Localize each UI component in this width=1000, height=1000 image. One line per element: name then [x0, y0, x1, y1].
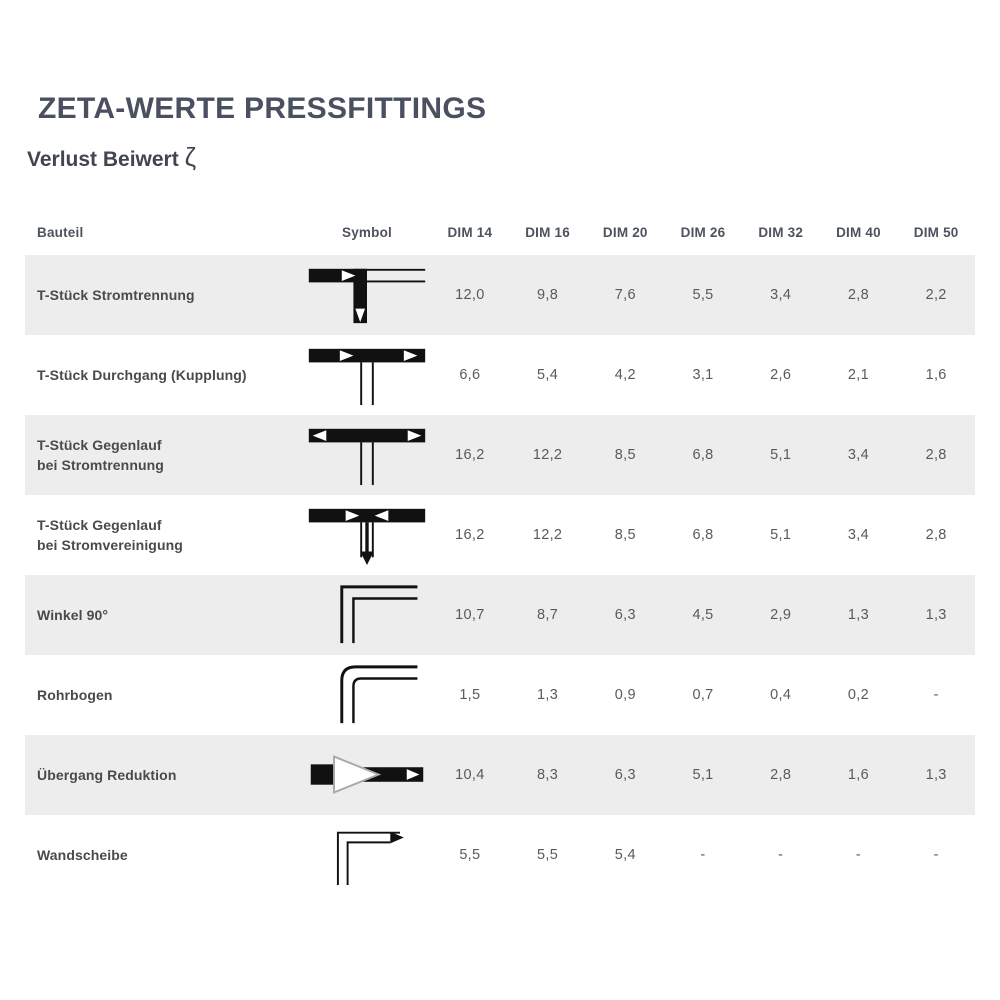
zeta-value: 2,8: [925, 527, 947, 543]
tee-counterflow-split-icon: [303, 423, 431, 487]
table-row: [25, 655, 975, 735]
component-name-line: Wandscheibe: [37, 846, 128, 863]
zeta-value: 3,1: [692, 367, 714, 383]
component-name-line: T-Stück Gegenlauf: [37, 516, 162, 533]
zeta-value: 0,2: [847, 687, 869, 703]
zeta-value: 1,5: [459, 687, 481, 703]
zeta-value: 2,1: [847, 367, 869, 383]
zeta-value: -: [700, 847, 706, 863]
zeta-value: 4,5: [692, 607, 714, 623]
component-name: [25, 605, 303, 625]
zeta-value: 5,4: [537, 367, 559, 383]
zeta-value: 5,5: [537, 847, 559, 863]
table-row: [25, 335, 975, 415]
zeta-value: 16,2: [455, 527, 485, 543]
column-header-dim-50: DIM 50: [913, 224, 959, 240]
zeta-value: 4,2: [614, 367, 636, 383]
zeta-value: 12,0: [455, 287, 485, 303]
zeta-value: 3,4: [847, 527, 869, 543]
zeta-value: 3,4: [770, 287, 792, 303]
tee-flow-split-icon: [303, 263, 431, 327]
zeta-value: 12,2: [532, 447, 563, 463]
table-row: [25, 255, 975, 335]
table-body: [25, 255, 975, 895]
zeta-value: 5,1: [770, 527, 792, 543]
column-header-dim-26: DIM 26: [680, 224, 726, 240]
wall-plate-icon: [303, 823, 431, 887]
zeta-value: 9,8: [537, 287, 559, 303]
component-name: [25, 285, 303, 305]
column-header-dim-40: DIM 40: [836, 224, 881, 240]
zeta-value: 3,4: [847, 447, 869, 463]
component-name-line: bei Stromvereinigung: [37, 537, 183, 553]
zeta-value: -: [855, 847, 861, 863]
component-name-line: Übergang Reduktion: [37, 766, 177, 783]
zeta-value: 2,6: [770, 367, 792, 383]
zeta-value: -: [778, 847, 784, 863]
column-header-bauteil: Bauteil: [37, 224, 84, 240]
zeta-value: 1,3: [925, 607, 947, 623]
zeta-value: 2,2: [925, 287, 947, 303]
pipe-bend-icon: [303, 663, 431, 727]
elbow-90-icon: [303, 583, 431, 647]
component-name: [25, 765, 303, 785]
zeta-value: 5,5: [692, 287, 714, 303]
table-row: [25, 575, 975, 655]
zeta-value: 6,3: [614, 607, 636, 623]
zeta-value: 5,1: [692, 767, 714, 783]
zeta-value: -: [933, 847, 939, 863]
zeta-value: 8,3: [537, 767, 559, 783]
zeta-value: 2,8: [770, 767, 792, 783]
zeta-value: 8,5: [614, 527, 636, 543]
subtitle-text: Verlust Beiwert: [27, 148, 179, 171]
zeta-value: 6,3: [614, 767, 636, 783]
zeta-value: 5,4: [614, 847, 636, 863]
component-name: [25, 845, 303, 865]
component-name: [25, 685, 303, 705]
component-name: [25, 515, 303, 556]
zeta-value: 1,6: [847, 767, 869, 783]
component-name-line: Winkel 90°: [37, 606, 109, 623]
zeta-value: 10,4: [455, 767, 485, 783]
column-header-symbol: Symbol: [342, 224, 392, 240]
table-header-row: [25, 209, 975, 255]
zeta-value: 5,5: [459, 847, 481, 863]
zeta-table: [25, 209, 975, 895]
zeta-value: 8,7: [537, 607, 559, 623]
table-row: [25, 735, 975, 815]
table-row: [25, 815, 975, 895]
zeta-symbol: ζ: [184, 142, 197, 172]
reducer-icon: [303, 743, 431, 807]
component-name-line: T-Stück Durchgang (Kupplung): [37, 366, 247, 383]
zeta-value: 1,6: [925, 367, 947, 383]
zeta-value: 0,9: [614, 687, 636, 703]
page-title: ZETA-WERTE PRESSFITTINGS: [38, 92, 487, 125]
zeta-value: 6,8: [692, 447, 714, 463]
table-row: [25, 495, 975, 575]
zeta-value: 1,3: [847, 607, 869, 623]
zeta-value: 2,8: [925, 447, 947, 463]
zeta-value: 7,6: [614, 287, 636, 303]
zeta-value: 8,5: [614, 447, 636, 463]
zeta-value: 0,4: [770, 687, 792, 703]
zeta-value: 6,8: [692, 527, 714, 543]
table-row: [25, 415, 975, 495]
column-header-dim-16: DIM 16: [525, 224, 570, 240]
column-header-dim-20: DIM 20: [602, 224, 648, 240]
zeta-value: 2,8: [847, 287, 869, 303]
column-header-dim-32: DIM 32: [758, 224, 804, 240]
component-name-line: bei Stromtrennung: [37, 457, 164, 473]
tee-flow-through-icon: [303, 343, 431, 407]
component-name-line: Rohrbogen: [37, 686, 113, 703]
zeta-value: 1,3: [925, 767, 947, 783]
zeta-value: 6,6: [459, 367, 481, 383]
component-name: [25, 435, 303, 476]
column-header-dim-14: DIM 14: [447, 224, 493, 240]
zeta-value: 1,3: [537, 687, 559, 703]
tee-counterflow-merge-icon: [303, 503, 431, 567]
zeta-value: 10,7: [455, 607, 485, 623]
component-name-line: T-Stück Stromtrennung: [37, 286, 195, 303]
zeta-value: 2,9: [770, 607, 792, 623]
zeta-value: 5,1: [770, 447, 792, 463]
zeta-value: 12,2: [532, 527, 563, 543]
zeta-value: -: [933, 687, 939, 703]
page-subtitle: [27, 142, 1000, 173]
zeta-value: 16,2: [455, 447, 485, 463]
zeta-value: 0,7: [692, 687, 714, 703]
component-name: [25, 365, 303, 385]
component-name-line: T-Stück Gegenlauf: [37, 436, 162, 453]
